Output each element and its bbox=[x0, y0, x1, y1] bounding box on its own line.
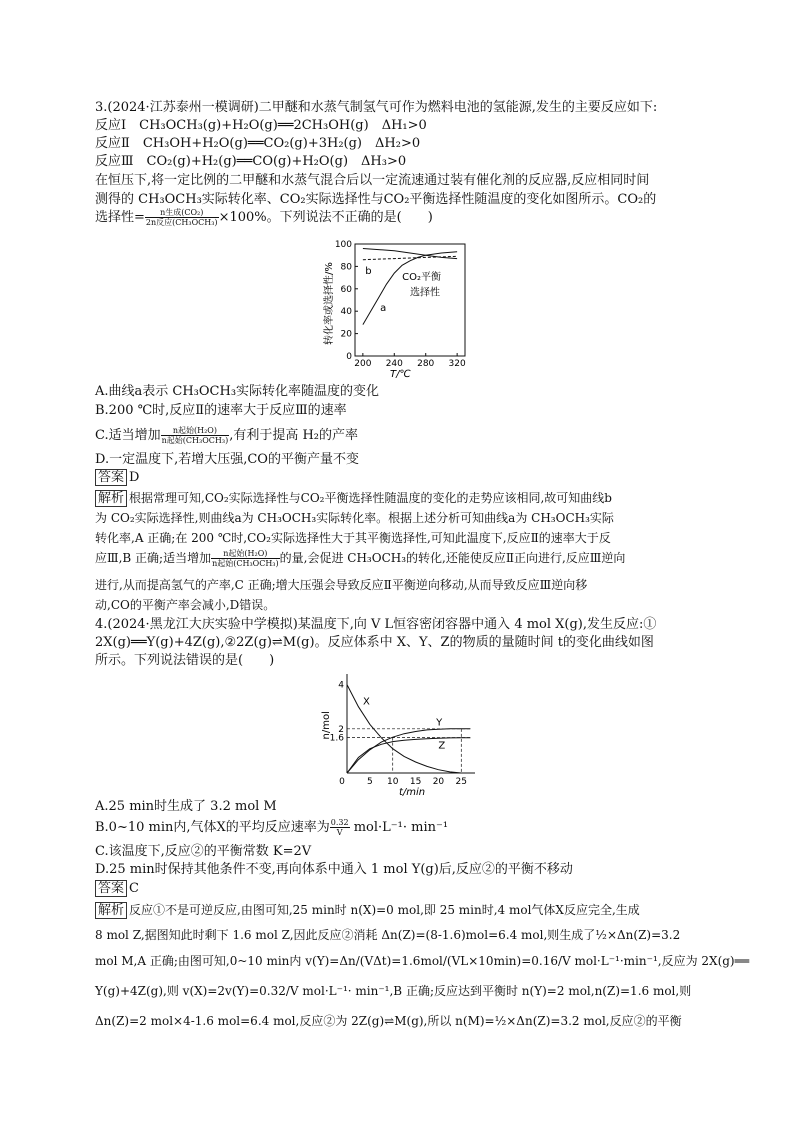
q4-option-a[interactable]: A.25 min时生成了 3.2 mol M bbox=[95, 799, 277, 814]
chart-moles-vs-time bbox=[315, 670, 485, 800]
chart2-ylabel: n/mol bbox=[321, 711, 332, 740]
q4-answer bbox=[95, 880, 139, 898]
q3-explanation-line6: 动,CO的平衡产率会减小,D错误。 bbox=[95, 598, 276, 612]
chart2-series-Z bbox=[347, 738, 470, 773]
chart1-ytick-label: 40 bbox=[340, 307, 352, 318]
chart1-ytick-label: 0 bbox=[346, 352, 352, 362]
chart1-xtick-label: 320 bbox=[448, 359, 466, 369]
chart2-label-z: Z bbox=[438, 740, 446, 752]
q4-explanation-line2: 8 mol Z,据图知此时剩下 1.6 mol Z,因此反应②消耗 Δn(Z)=(8-1.6)mol=6.4 mol,则生成了½×Δn(Z)=3.2 bbox=[95, 928, 681, 942]
chart2-xtick-label: 25 bbox=[455, 777, 468, 787]
q3-explanation-line5: 进行,从而提高氢气的产率,C 正确;增大压强会导致反应Ⅱ平衡逆向移动,从而导致反应Ⅲ逆向移 bbox=[95, 578, 588, 592]
option-c-fraction: $\frac{\text{n起始(H₂O)}}{\text{n起始(CH₃OCH₃)}}$ bbox=[161, 426, 229, 445]
chart2-xtick-label: 15 bbox=[409, 777, 422, 787]
chart2-label-y: Y bbox=[436, 717, 443, 729]
q4-explanation-line3: mol M,A 正确;由图可知,0~10 min内 v(Y)=Δn/(VΔt)=1.6mol/(VL×10min)=0.16/V mol·L⁻¹·min⁻¹,反应为 2X(g)══ bbox=[95, 954, 750, 968]
chart2-xlabel: t/min bbox=[399, 787, 426, 798]
chart1-xlabel: T/℃ bbox=[390, 369, 411, 380]
answer-value: D bbox=[129, 470, 140, 485]
q3-stem-line1: 3.(2024·江苏泰州一模调研)二甲醚和水蒸气制氢气可作为燃料电池的氢能源,发生的主要反应如下: bbox=[95, 100, 658, 115]
q3-answer bbox=[95, 469, 139, 487]
explanation-tag: 解析 bbox=[95, 902, 127, 919]
chart2-series-Y bbox=[347, 729, 470, 773]
chart2-plot bbox=[321, 674, 475, 798]
chart1-ylabel: 转化率或选择性/% bbox=[324, 262, 335, 345]
chart1-label-b: b bbox=[365, 266, 372, 278]
q4-stem-line3: 所示。下列说法错误的是( ) bbox=[95, 653, 275, 668]
q3-reaction-3: 反应Ⅲ CO₂(g)+H₂(g)══CO(g)+H₂O(g) ΔH₃>0 bbox=[95, 154, 407, 169]
chart1-ytick-label: 20 bbox=[340, 329, 352, 340]
q3-explanation-line4: 应Ⅲ,B 正确;适当增加 $\frac{\text{n起始(H₂O)}}{\text{n起始(CH₃OCH₃)}}$ 的量,会促进 CH₃OCH₃的转化,还能使反应Ⅱ正向进行,反应Ⅲ逆向 bbox=[95, 549, 626, 568]
chart2-ytick-label: 4 bbox=[338, 680, 344, 691]
chart2-xtick-label: 20 bbox=[432, 777, 445, 787]
chart2-xtick-label: 10 bbox=[386, 777, 399, 787]
chart2-ytick-label: 2 bbox=[338, 724, 344, 735]
chart1-ytick-label: 60 bbox=[340, 284, 352, 295]
q3-stem-line3: 测得的 CH₃OCH₃实际转化率、CO₂实际选择性与CO₂平衡选择性随温度的变化如图所示。CO₂的 bbox=[95, 192, 657, 207]
q3-explanation-line1: 解析 根据常理可知,CO₂实际选择性与CO₂平衡选择性随温度的变化的走势应该相同,故可知曲线b bbox=[95, 489, 612, 507]
answer-value: C bbox=[129, 881, 139, 896]
q3-explanation-line2: 为 CO₂实际选择性,则曲线a为 CH₃OCH₃实际转化率。根据上述分析可知曲线a为 CH₃OCH₃实际 bbox=[95, 511, 614, 525]
chart1-label-a: a bbox=[380, 303, 387, 315]
chart2-xtick-label: 0 bbox=[339, 777, 345, 787]
q3-option-b[interactable]: B.200 ℃时,反应Ⅱ的速率大于反应Ⅲ的速率 bbox=[95, 403, 347, 418]
q3-reaction-2: 反应Ⅱ CH₃OH+H₂O(g)══CO₂(g)+3H₂(g) ΔH₂>0 bbox=[95, 136, 421, 151]
chart1-label-co2: CO₂平衡 bbox=[402, 271, 442, 283]
q4-option-d[interactable]: D.25 min时保持其他条件不变,再向体系中通入 1 mol Y(g)后,反应②的平衡不移动 bbox=[95, 862, 573, 877]
q3-option-c[interactable]: C.适当增加 $\frac{\text{n起始(H₂O)}}{\text{n起始(CH₃OCH₃)}}$ ,有利于提高 H₂的产率 bbox=[95, 426, 359, 445]
chart2-label-x: X bbox=[363, 696, 370, 708]
explanation-fraction: $\frac{\text{n起始(H₂O)}}{\text{n起始(CH₃OCH₃)}}$ bbox=[212, 549, 279, 568]
q4-stem-line1: 4.(2024·黑龙江大庆实验中学模拟)某温度下,向 V L恒容密闭容器中通入 4 mol X(g),发生反应:① bbox=[95, 617, 657, 632]
q4-stem-line2: 2X(g)══Y(g)+4Z(g),②2Z(g)⇌M(g)。反应体系中 X、Y、Z的物质的量随时间 t的变化曲线如图 bbox=[95, 635, 654, 650]
chart1-xtick-label: 280 bbox=[417, 359, 435, 369]
chart1-xtick-label: 200 bbox=[354, 359, 372, 369]
chart1-plot bbox=[322, 240, 466, 380]
q3-reaction-1: 反应Ⅰ CH₃OCH₃(g)+H₂O(g)══2CH₃OH(g) ΔH₁>0 bbox=[95, 118, 427, 133]
q4-option-b[interactable]: B.0~10 min内,气体X的平均反应速率为 $\frac{0.32}{V}$ mol·L⁻¹· min⁻¹ bbox=[95, 818, 449, 837]
q4-explanation-line5: Δn(Z)=2 mol×4-1.6 mol=6.4 mol,反应②为 2Z(g)⇌M(g),所以 n(M)=½×Δn(Z)=3.2 mol,反应②的平衡 bbox=[95, 1014, 682, 1028]
chart1-xtick-label: 240 bbox=[385, 359, 403, 369]
chart-conversion-selectivity bbox=[320, 236, 470, 386]
chart2-xtick-label: 5 bbox=[366, 777, 373, 787]
chart2-ytick-label: 1.6 bbox=[329, 733, 344, 744]
q3-selectivity-def: 选择性= $\frac{\text{n生成(CO₂)}}{\text{2n反应(CH₃OCH₃)}}$ ×100%。下列说法不正确的是( ) bbox=[95, 208, 433, 227]
chart1-ytick-label: 80 bbox=[340, 262, 352, 273]
chart1-ytick-label: 100 bbox=[334, 240, 352, 250]
q3-option-d[interactable]: D.一定温度下,若增大压强,CO的平衡产量不变 bbox=[95, 452, 359, 467]
answer-tag: 答案 bbox=[95, 469, 127, 486]
q3-stem-line2: 在恒压下,将一定比例的二甲醚和水蒸气混合后以一定流速通过装有催化剂的反应器,反应相同时间 bbox=[95, 173, 650, 188]
q3-option-a[interactable]: A.曲线a表示 CH₃OCH₃实际转化率随温度的变化 bbox=[95, 384, 380, 399]
q3-explanation-line3: 转化率,A 正确;在 200 ℃时,CO₂实际选择性大于其平衡选择性,可知此温度下,反应Ⅱ的速率大于反 bbox=[95, 531, 611, 545]
q4-option-c[interactable]: C.该温度下,反应②的平衡常数 K=2V bbox=[95, 844, 312, 859]
chart1-label-co2b: 选择性 bbox=[410, 287, 440, 299]
answer-tag: 答案 bbox=[95, 880, 127, 897]
explanation-tag: 解析 bbox=[95, 490, 127, 507]
option-b-fraction: $\frac{0.32}{V}$ bbox=[330, 818, 349, 837]
q4-explanation-line1: 解析 反应①不是可逆反应,由图可知,25 min时 n(X)=0 mol,即 25 min时,4 mol气体X反应完全,生成 bbox=[95, 901, 640, 919]
q4-explanation-line4: Y(g)+4Z(g),则 v(X)=2v(Y)=0.32/V mol·L⁻¹· min⁻¹,B 正确;反应达到平衡时 n(Y)=2 mol,n(Z)=1.6 mol,则 bbox=[95, 984, 692, 998]
selectivity-fraction: $\frac{\text{n生成(CO₂)}}{\text{2n反应(CH₃OCH₃)}}$ bbox=[145, 208, 218, 227]
